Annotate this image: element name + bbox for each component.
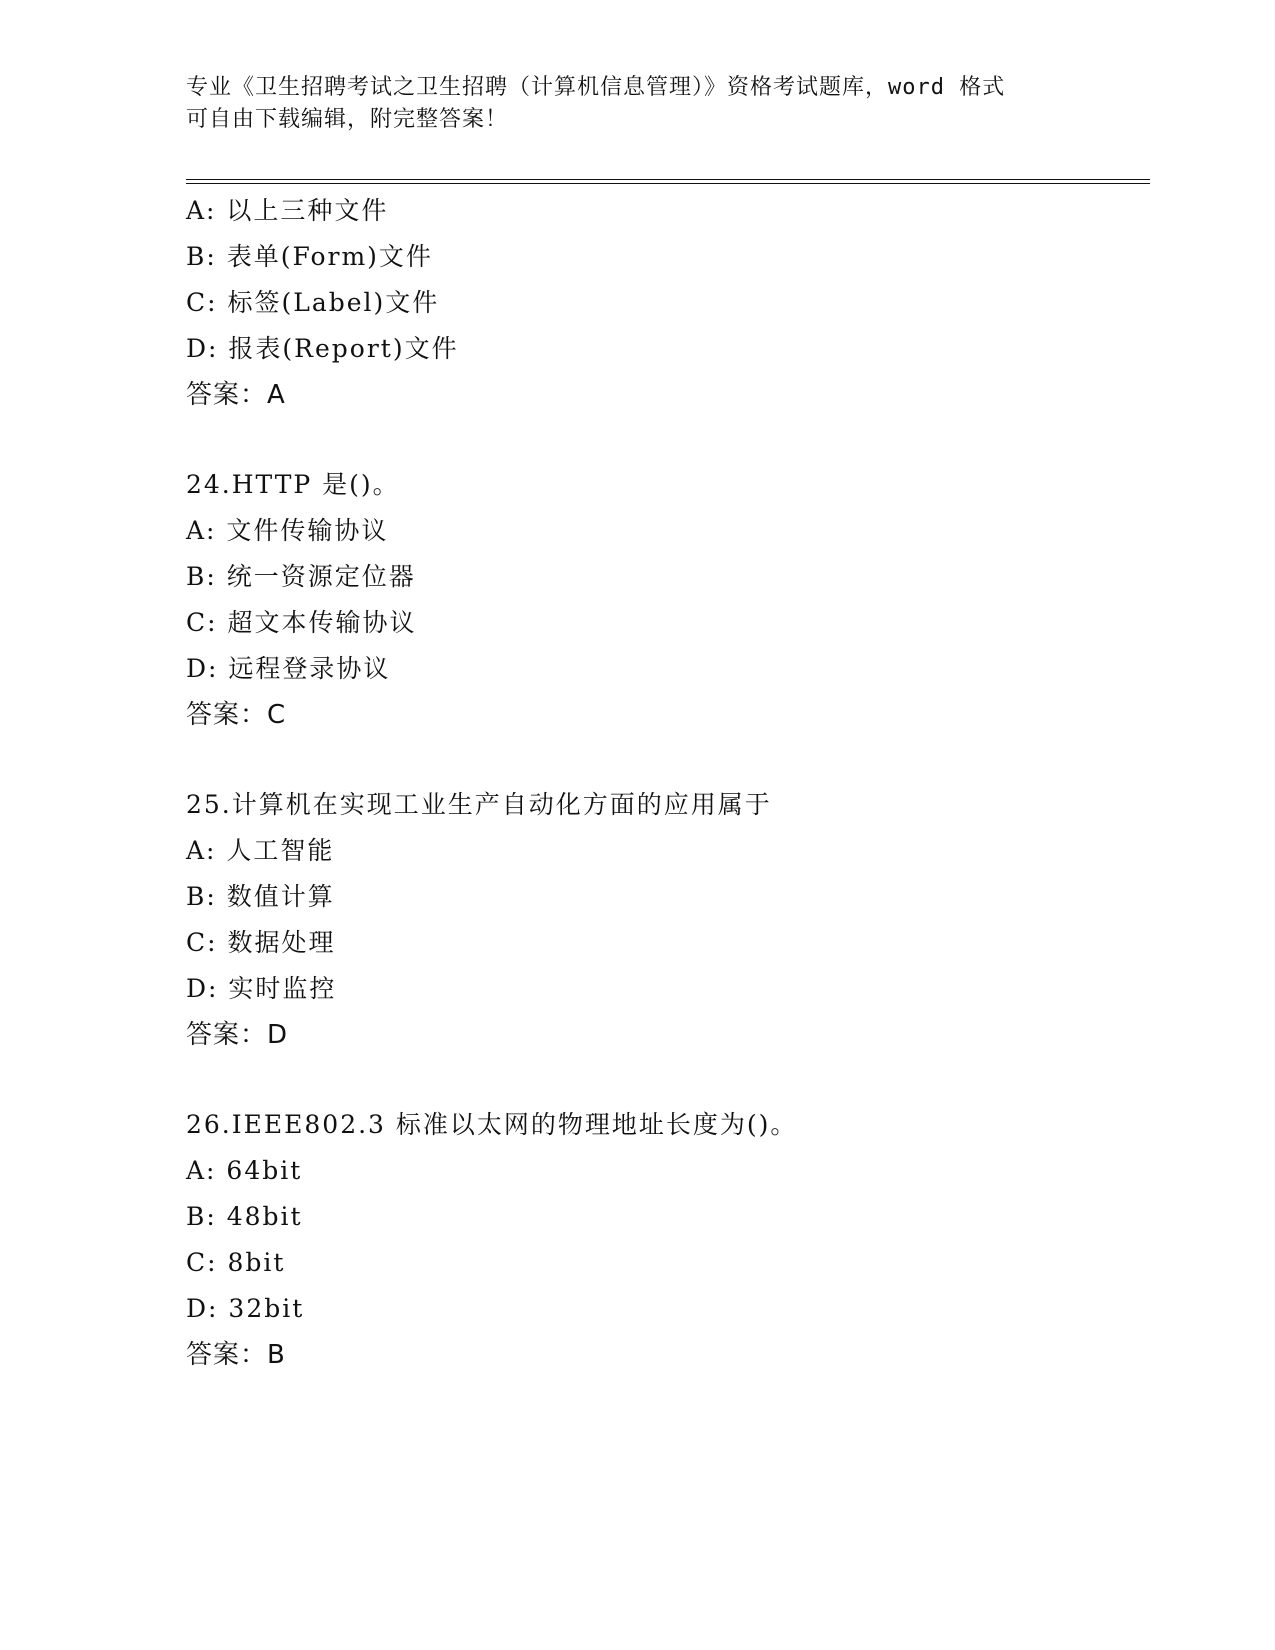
question-24-option-a: A: 文件传输协议 — [186, 516, 389, 545]
question-25-option-c: C: 数据处理 — [186, 928, 336, 957]
question-24-option-d: D: 远程登录协议 — [186, 654, 391, 683]
question-25-block — [186, 782, 1146, 1058]
question-23-option-c: C: 标签(Label)文件 — [186, 288, 440, 317]
question-23-option-d: D: 报表(Report)文件 — [186, 334, 459, 363]
question-26-option-b: B: 48bit — [186, 1202, 303, 1231]
question-25-option-a: A: 人工智能 — [186, 836, 335, 865]
question-26-block — [186, 1102, 1146, 1378]
header-divider-top — [186, 179, 1150, 180]
question-26-option-d: D: 32bit — [186, 1294, 305, 1323]
question-24-text: 24.HTTP 是()。 — [186, 470, 400, 499]
question-26-option-c: C: 8bit — [186, 1248, 286, 1277]
question-25-option-b: B: 数值计算 — [186, 882, 335, 911]
question-26-text: 26.IEEE802.3 标准以太网的物理地址长度为()。 — [186, 1110, 798, 1139]
question-23-option-b: B: 表单(Form)文件 — [186, 242, 433, 271]
question-26-option-a: A: 64bit — [186, 1156, 303, 1185]
question-25-answer: 答案：D — [186, 1020, 289, 1050]
question-list — [186, 188, 1146, 1378]
spacer — [186, 1058, 1146, 1102]
question-25-text: 25.计算机在实现工业生产自动化方面的应用属于 — [186, 790, 772, 819]
document-header — [186, 72, 1086, 136]
header-subtitle-line: 可自由下载编辑，附完整答案！ — [186, 107, 509, 132]
question-24-option-c: C: 超文本传输协议 — [186, 608, 417, 637]
spacer — [186, 418, 1146, 462]
spacer — [186, 738, 1146, 782]
question-25-option-d: D: 实时监控 — [186, 974, 337, 1003]
question-26-answer: 答案：B — [186, 1340, 286, 1370]
question-23-block — [186, 188, 1146, 418]
question-23-option-a: A: 以上三种文件 — [186, 196, 389, 225]
question-24-block — [186, 462, 1146, 738]
header-divider-bottom — [186, 183, 1150, 184]
header-title-line: 专业《卫生招聘考试之卫生招聘（计算机信息管理）》资格考试题库，word 格式 — [186, 75, 1006, 100]
question-24-option-b: B: 统一资源定位器 — [186, 562, 416, 591]
question-24-answer: 答案：C — [186, 700, 287, 730]
question-23-answer: 答案：A — [186, 380, 286, 410]
